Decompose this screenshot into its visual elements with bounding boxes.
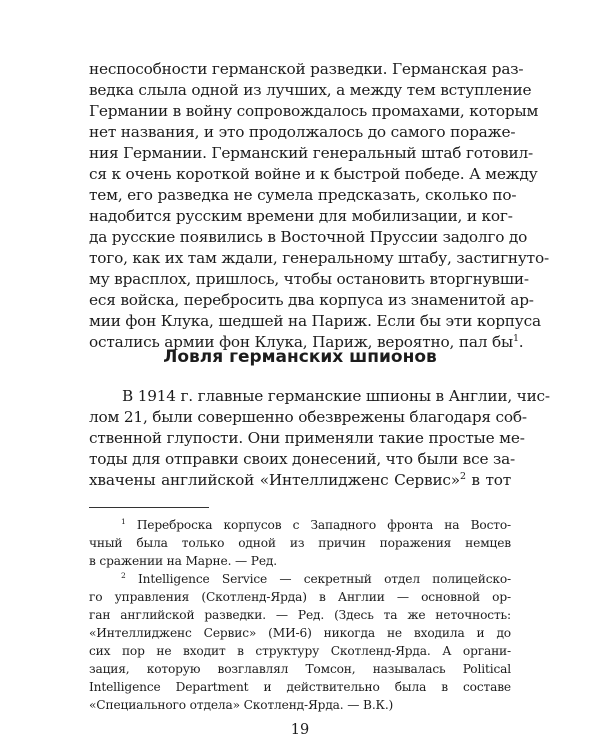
footnote-line: в сражении на Марне. — Ред.	[89, 554, 277, 568]
text-line: неспособности германской разведки. Германская раз-	[89, 60, 524, 78]
footnote-line: зация, которую возглавлял Томсон, называлась Political	[89, 662, 511, 676]
page-number: 19	[290, 722, 310, 738]
section-heading: Ловля германских шпионов	[163, 347, 437, 367]
text-line: остались армии фон Клука, Париж, вероятно, пал $бы^1$.	[89, 332, 524, 351]
footnote-marker-2: 2	[121, 570, 126, 580]
footnote-line: $^1$ Переброска корпусов с Западного фронта на Восто-	[121, 516, 511, 532]
footnote-marker-1: 1	[121, 516, 126, 526]
text-line: ся к очень короткой войне и к быстрой победе. А между	[89, 165, 538, 183]
footnote-line: «Интеллидженс Сервис» (МИ-6) никогда не входила и до	[89, 626, 511, 640]
footnote-divider	[89, 507, 209, 508]
text-line: хвачены английской «Интеллидженс Сервис»$^2$ в тот	[89, 470, 511, 489]
text-line: ственной глупости. Они применяли такие простые ме-	[89, 429, 525, 447]
footnote-line: чный была только одной из причин поражения немцев	[89, 536, 511, 550]
footnote-ref-1[interactable]: 1	[512, 332, 519, 344]
text-line: Германии в войну сопровождалось промахами, которым	[89, 102, 539, 120]
footnote-line: сих пор не входит в структуру Скотленд-Ярда. А органи-	[89, 644, 511, 658]
text-line: того, как их там ждали, генеральному штабу, застигнуто-	[89, 249, 549, 267]
text-line: В 1914 г. главные германские шпионы в Англии, чис-	[122, 387, 550, 405]
text-line: му врасплох, пришлось, чтобы остановить вторгнувши-	[89, 270, 529, 288]
text-line: еся войска, перебросить два корпуса из знаменитой ар-	[89, 291, 534, 309]
footnote-line: $^2$ Intelligence Service — секретный отдел полицейско-	[121, 570, 511, 586]
footnote-ref-2[interactable]: 2	[459, 470, 466, 482]
text-line: ведка слыла одной из лучших, а между тем вступление	[89, 81, 532, 99]
footnote-line: ган английской разведки. — Ред. (Здесь та же неточность:	[89, 608, 511, 622]
text-line: мии фон Клука, шедшей на Париж. Если бы эти корпуса	[89, 312, 541, 330]
text-line: ния Германии. Германский генеральный штаб готовил-	[89, 144, 533, 162]
text-line: лом 21, были совершенно обезврежены благодаря соб-	[89, 408, 527, 426]
text-line: да русские появились в Восточной Пруссии задолго до	[89, 228, 528, 246]
footnote-line: «Специального отдела» Скотленд-Ярда. — В.К.)	[89, 698, 394, 712]
text-line: тоды для отправки своих донесений, что были все за-	[89, 450, 516, 468]
text-line: тем, его разведка не сумела предсказать, сколько по-	[89, 186, 517, 204]
footnote-line: го управления (Скотленд-Ярда) в Англии — основной ор-	[89, 590, 511, 604]
text-line: надобится русским времени для мобилизации, и ког-	[89, 207, 513, 225]
footnote-line: Intelligence Department и действительно была в составе	[89, 680, 511, 694]
text-line: нет названия, и это продолжалось до самого пораже-	[89, 123, 516, 141]
